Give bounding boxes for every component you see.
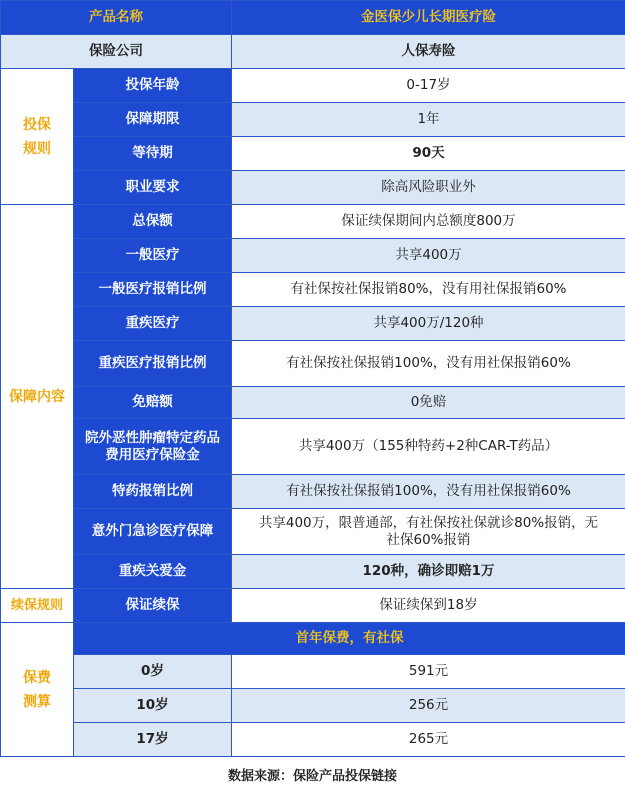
coverage-label: 免赔额 <box>74 387 232 419</box>
coverage-row <box>1 239 625 273</box>
premium-age: 17岁 <box>74 723 232 757</box>
coverage-value: 有社保按社保报销100%，没有用社保报销60% <box>232 475 625 509</box>
premium-category <box>1 623 74 757</box>
coverage-category: 保障内容 <box>1 205 74 589</box>
company-label: 保险公司 <box>1 35 232 69</box>
coverage-label-line-2: 费用医疗保险金 <box>105 446 200 463</box>
coverage-row <box>1 419 625 475</box>
product-name-label: 产品名称 <box>1 1 232 35</box>
coverage-label: 特药报销比例 <box>74 475 232 509</box>
coverage-row <box>1 555 625 589</box>
company-value: 人保寿险 <box>232 35 625 69</box>
coverage-row <box>1 509 625 555</box>
coverage-value <box>232 509 625 555</box>
coverage-label: 重疾医疗 <box>74 307 232 341</box>
renewal-row <box>1 589 625 623</box>
company-row <box>1 35 625 69</box>
coverage-label: 意外门急诊医疗保障 <box>74 509 232 555</box>
renewal-category: 续保规则 <box>1 589 74 623</box>
coverage-row <box>1 307 625 341</box>
coverage-value: 共享400万（155种特药+2种CAR-T药品） <box>232 419 625 475</box>
coverage-value: 共享400万 <box>232 239 625 273</box>
coverage-value-line-1: 共享400万，限普通部，有社保按社保就诊80%报销，无 <box>258 514 599 531</box>
rules-row <box>1 69 625 103</box>
coverage-value: 有社保按社保报销100%，没有用社保报销60% <box>232 341 625 387</box>
premium-category-line-2: 测算 <box>23 693 51 710</box>
coverage-value: 有社保按社保报销80%，没有用社保报销60% <box>232 273 625 307</box>
renewal-label: 保证续保 <box>74 589 232 623</box>
coverage-label: 一般医疗 <box>74 239 232 273</box>
rules-value: 除高风险职业外 <box>232 171 625 205</box>
renewal-value: 保证续保到18岁 <box>232 589 625 623</box>
rules-category <box>1 69 74 205</box>
premium-subheader: 首年保费，有社保 <box>74 623 625 655</box>
coverage-row <box>1 475 625 509</box>
coverage-row <box>1 341 625 387</box>
data-source-footer: 数据来源：保险产品投保链接 <box>227 769 397 784</box>
rules-row <box>1 103 625 137</box>
rules-row <box>1 137 625 171</box>
coverage-value: 120种，确诊即赔1万 <box>232 555 625 589</box>
coverage-label-line-1: 院外恶性肿瘤特定药品 <box>85 429 220 446</box>
product-name-row <box>1 1 625 35</box>
rules-label: 等待期 <box>74 137 232 171</box>
coverage-label: 一般医疗报销比例 <box>74 273 232 307</box>
rules-value: 1年 <box>232 103 625 137</box>
coverage-label: 重疾关爱金 <box>74 555 232 589</box>
premium-value: 591元 <box>232 655 625 689</box>
coverage-label: 总保额 <box>74 205 232 239</box>
rules-value: 0-17岁 <box>232 69 625 103</box>
coverage-value: 共享400万/120种 <box>232 307 625 341</box>
coverage-value: 保证续保期间内总额度800万 <box>232 205 625 239</box>
rules-label: 职业要求 <box>74 171 232 205</box>
coverage-row <box>1 205 625 239</box>
coverage-value-line-2: 社保60%报销 <box>386 531 471 548</box>
coverage-label <box>74 419 232 475</box>
coverage-row <box>1 273 625 307</box>
rules-value: 90天 <box>232 137 625 171</box>
premium-value: 265元 <box>232 723 625 757</box>
rules-category-line-1: 投保 <box>23 116 51 133</box>
premium-row <box>1 689 625 723</box>
premium-row <box>1 723 625 757</box>
premium-row <box>1 655 625 689</box>
premium-value: 256元 <box>232 689 625 723</box>
rules-row <box>1 171 625 205</box>
premium-age: 0岁 <box>74 655 232 689</box>
premium-age: 10岁 <box>74 689 232 723</box>
coverage-row <box>1 387 625 419</box>
premium-category-line-1: 保费 <box>23 669 51 686</box>
premium-subheader-row <box>1 623 625 655</box>
rules-label: 投保年龄 <box>74 69 232 103</box>
rules-category-line-2: 规则 <box>23 140 51 157</box>
coverage-label: 重疾医疗报销比例 <box>74 341 232 387</box>
rules-label: 保障期限 <box>74 103 232 137</box>
product-name-value: 金医保少儿长期医疗险 <box>232 1 625 35</box>
coverage-value: 0免赔 <box>232 387 625 419</box>
